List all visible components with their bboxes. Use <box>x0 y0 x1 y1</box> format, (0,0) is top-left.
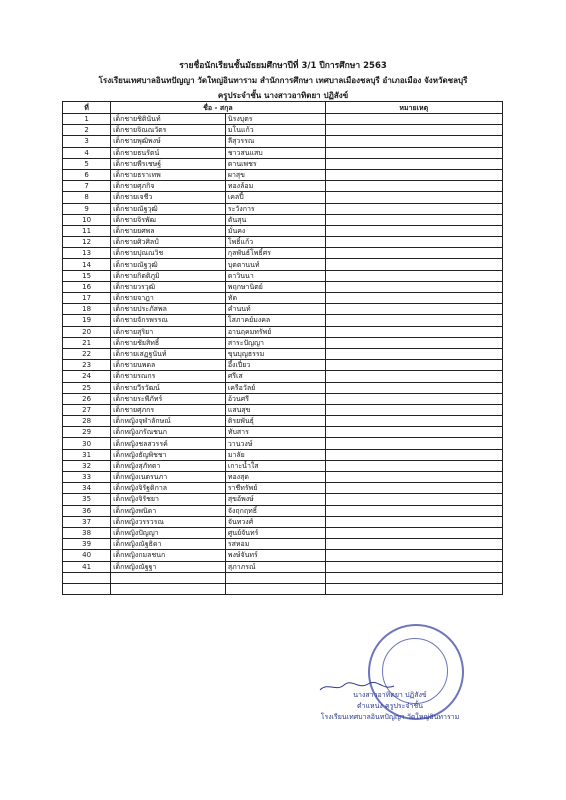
row-first-name: เด็กหญิงณัฐฐา <box>111 561 226 572</box>
row-number: 33 <box>63 472 111 483</box>
row-first-name: เด็กชายชัยสิทธิ์ <box>111 337 226 348</box>
empty-cell <box>325 572 502 583</box>
row-note <box>325 203 502 214</box>
row-first-name: เด็กชายระพีภัทร์ <box>111 393 226 404</box>
row-note <box>325 281 502 292</box>
row-note <box>325 483 502 494</box>
row-first-name: เด็กชายศิวศิลป์ <box>111 237 226 248</box>
row-last-name: จันทวงศ์ <box>225 516 325 527</box>
table-row <box>63 516 503 527</box>
table-row <box>63 281 503 292</box>
table-row <box>63 136 503 147</box>
row-number: 22 <box>63 348 111 359</box>
row-last-name: แสนสุข <box>225 404 325 415</box>
table-row <box>63 181 503 192</box>
row-number: 24 <box>63 371 111 382</box>
row-last-name: ดานเพชร <box>225 158 325 169</box>
row-first-name: เด็กหญิงภรัณชนก <box>111 427 226 438</box>
row-note <box>325 561 502 572</box>
row-number: 35 <box>63 494 111 505</box>
row-first-name: เด็กหญิงวรรวรณ <box>111 516 226 527</box>
row-note <box>325 404 502 415</box>
empty-cell <box>63 583 111 594</box>
row-last-name: เกาะน้ำใส <box>225 460 325 471</box>
row-first-name: เด็กหญิงจิรัฐติกาล <box>111 483 226 494</box>
row-first-name: เด็กชายเจชีว <box>111 192 226 203</box>
table-row <box>63 483 503 494</box>
row-note <box>325 449 502 460</box>
row-note <box>325 382 502 393</box>
table-row <box>63 449 503 460</box>
row-note <box>325 270 502 281</box>
row-last-name: ทองล้อม <box>225 181 325 192</box>
row-last-name: สุภาภรณ์ <box>225 561 325 572</box>
row-number: 30 <box>63 438 111 449</box>
row-number: 4 <box>63 147 111 158</box>
row-last-name: ทับสาร <box>225 427 325 438</box>
row-note <box>325 158 502 169</box>
table-row <box>63 550 503 561</box>
table-row <box>63 214 503 225</box>
row-first-name: เด็กชายเสฏฐนันท์ <box>111 348 226 359</box>
row-first-name: เด็กชายณัฐวุฒิ <box>111 259 226 270</box>
row-first-name: เด็กชายปุณณวิช <box>111 248 226 259</box>
row-note <box>325 315 502 326</box>
row-note <box>325 225 502 236</box>
empty-cell <box>325 583 502 594</box>
row-number: 9 <box>63 203 111 214</box>
row-last-name: เคลปี้ <box>225 192 325 203</box>
table-row <box>63 527 503 538</box>
row-note <box>325 393 502 404</box>
row-last-name: รสหอม <box>225 539 325 550</box>
row-first-name: เด็กชายวีรวัฒน์ <box>111 382 226 393</box>
row-last-name: ทองสุด <box>225 472 325 483</box>
row-first-name: เด็กชายจิรพัฒ <box>111 214 226 225</box>
row-first-name: เด็กชายพุฒิพงษ์ <box>111 136 226 147</box>
row-note <box>325 214 502 225</box>
row-note <box>325 527 502 538</box>
row-last-name: ศรีเส <box>225 371 325 382</box>
row-last-name: กุลพันธ์โพธิ์ศร <box>225 248 325 259</box>
row-note <box>325 505 502 516</box>
row-number: 12 <box>63 237 111 248</box>
row-last-name: มั่นคง <box>225 225 325 236</box>
table-row <box>63 371 503 382</box>
table-row <box>63 315 503 326</box>
row-last-name: โพธิ์แก้ว <box>225 237 325 248</box>
table-row <box>63 203 503 214</box>
table-row <box>63 158 503 169</box>
row-number: 41 <box>63 561 111 572</box>
row-number: 6 <box>63 169 111 180</box>
table-row <box>63 192 503 203</box>
row-last-name: สุขอ้พงษ์ <box>225 494 325 505</box>
row-note <box>325 472 502 483</box>
row-number: 17 <box>63 293 111 304</box>
row-first-name: เด็กชายณัฐวุฒิ <box>111 203 226 214</box>
row-number: 34 <box>63 483 111 494</box>
row-last-name: ศูนย์จันทร์ <box>225 527 325 538</box>
header-name: ชื่อ - สกุล <box>111 102 325 114</box>
row-note <box>325 125 502 136</box>
row-last-name: อึ้งเปี่ยว <box>225 360 325 371</box>
row-first-name: เด็กหญิงพนิดา <box>111 505 226 516</box>
table-row <box>63 561 503 572</box>
row-last-name: บุตตานนท์ <box>225 259 325 270</box>
table-header-row <box>63 102 503 114</box>
row-number: 25 <box>63 382 111 393</box>
row-number: 28 <box>63 416 111 427</box>
table-row <box>63 460 503 471</box>
table-row-empty <box>63 583 503 594</box>
row-first-name: เด็กชายศุภกิจ <box>111 181 226 192</box>
row-note <box>325 416 502 427</box>
row-last-name: คำนนท์ <box>225 304 325 315</box>
row-last-name: พงษ์จันทร์ <box>225 550 325 561</box>
row-number: 5 <box>63 158 111 169</box>
row-note <box>325 259 502 270</box>
row-note <box>325 460 502 471</box>
row-note <box>325 438 502 449</box>
row-note <box>325 192 502 203</box>
table-row <box>63 147 503 158</box>
signer-name: นางสาวอาทิตยา ปฏิสังข์ <box>353 691 427 699</box>
table-row-empty <box>63 572 503 583</box>
row-last-name: ระวังการ <box>225 203 325 214</box>
row-first-name: เด็กชายกิตติภูมิ <box>111 270 226 281</box>
row-note <box>325 248 502 259</box>
table-row <box>63 326 503 337</box>
student-roster-table <box>62 101 503 595</box>
signer-school: โรงเรียนเทศบาลอินทปัญญา วัดใหญ่อินทาราม <box>320 713 460 721</box>
row-first-name: เด็กชายจักรพรรณ <box>111 315 226 326</box>
row-last-name: โสภาคย์มงคล <box>225 315 325 326</box>
row-note <box>325 427 502 438</box>
table-row <box>63 248 503 259</box>
row-last-name: ชาวสนแสบ <box>225 147 325 158</box>
row-first-name: เด็กหญิงปัญญา <box>111 527 226 538</box>
row-note <box>325 304 502 315</box>
row-number: 13 <box>63 248 111 259</box>
table-row <box>63 114 503 125</box>
table-row <box>63 382 503 393</box>
row-note <box>325 516 502 527</box>
header-number: ที่ <box>63 102 111 114</box>
row-last-name: จังฤกฤทธิ์ <box>225 505 325 516</box>
row-note <box>325 494 502 505</box>
table-row <box>63 505 503 516</box>
row-note <box>325 147 502 158</box>
signer-position: ตำแหน่ง ครูประจำชั้น <box>356 702 423 710</box>
row-first-name: เด็กหญิงชลสวรรค์ <box>111 438 226 449</box>
row-number: 14 <box>63 259 111 270</box>
empty-cell <box>63 572 111 583</box>
row-first-name: เด็กหญิงจิรัชยา <box>111 494 226 505</box>
table-row <box>63 237 503 248</box>
row-last-name: ดาวินนา <box>225 270 325 281</box>
row-first-name: เด็กชายวรวุฒิ <box>111 281 226 292</box>
row-last-name: ทัด <box>225 293 325 304</box>
row-number: 1 <box>63 114 111 125</box>
empty-cell <box>225 583 325 594</box>
row-number: 40 <box>63 550 111 561</box>
row-last-name: อานฤคมทรัพย์ <box>225 326 325 337</box>
row-last-name: ราชีทรัพย์ <box>225 483 325 494</box>
row-number: 18 <box>63 304 111 315</box>
row-note <box>325 337 502 348</box>
row-number: 37 <box>63 516 111 527</box>
row-last-name: ผาสุข <box>225 169 325 180</box>
table-row <box>63 472 503 483</box>
row-first-name: เด็กชายนพดล <box>111 360 226 371</box>
row-number: 27 <box>63 404 111 415</box>
table-row <box>63 404 503 415</box>
table-row <box>63 270 503 281</box>
row-note <box>325 293 502 304</box>
table-row <box>63 225 503 236</box>
row-first-name: เด็กหญิงสุภัทตา <box>111 460 226 471</box>
row-first-name: เด็กชายธราเทพ <box>111 169 226 180</box>
row-first-name: เด็กหญิงจุฬาลักษณ์ <box>111 416 226 427</box>
signature-block <box>270 690 510 723</box>
row-number: 16 <box>63 281 111 292</box>
row-first-name: เด็กหญิงกมลชนก <box>111 550 226 561</box>
row-note <box>325 360 502 371</box>
row-number: 23 <box>63 360 111 371</box>
row-last-name: สาระปัญญา <box>225 337 325 348</box>
row-number: 29 <box>63 427 111 438</box>
row-number: 20 <box>63 326 111 337</box>
row-note <box>325 371 502 382</box>
row-first-name: เด็กชายธนรัตน์ <box>111 147 226 158</box>
row-number: 2 <box>63 125 111 136</box>
row-first-name: เด็กหญิงธัญพิชชา <box>111 449 226 460</box>
row-first-name: เด็กชายจาฎา <box>111 293 226 304</box>
row-first-name: เด็กชายประภัสพล <box>111 304 226 315</box>
table-row <box>63 427 503 438</box>
row-first-name: เด็กชายศุภกร <box>111 404 226 415</box>
row-first-name: เด็กชายสุริยา <box>111 326 226 337</box>
empty-cell <box>111 572 226 583</box>
row-note <box>325 237 502 248</box>
row-note <box>325 348 502 359</box>
table-row <box>63 348 503 359</box>
row-note <box>325 326 502 337</box>
row-number: 10 <box>63 214 111 225</box>
table-row <box>63 438 503 449</box>
table-row <box>63 169 503 180</box>
row-number: 21 <box>63 337 111 348</box>
row-last-name: วานวงษ์ <box>225 438 325 449</box>
table-row <box>63 393 503 404</box>
table-row <box>63 337 503 348</box>
empty-cell <box>225 572 325 583</box>
row-number: 8 <box>63 192 111 203</box>
row-number: 38 <box>63 527 111 538</box>
row-last-name: ตันสุน <box>225 214 325 225</box>
row-note <box>325 181 502 192</box>
row-first-name: เด็กชายชิตินันท์ <box>111 114 226 125</box>
row-note <box>325 114 502 125</box>
row-number: 39 <box>63 539 111 550</box>
row-first-name: เด็กชายจิณณวัตร <box>111 125 226 136</box>
table-row <box>63 293 503 304</box>
homeroom-teacher-line: ครูประจำชั้น นางสาวอาทิตยา ปฏิสังข์ <box>217 91 349 100</box>
empty-cell <box>111 583 226 594</box>
row-number: 11 <box>63 225 111 236</box>
row-first-name: เด็กหญิงเนตรนภา <box>111 472 226 483</box>
row-first-name: เด็กชายพีรเชษฐ์ <box>111 158 226 169</box>
row-number: 36 <box>63 505 111 516</box>
table-row <box>63 416 503 427</box>
row-note <box>325 169 502 180</box>
row-last-name: มาลัย <box>225 449 325 460</box>
header-note: หมายเหตุ <box>325 102 502 114</box>
row-number: 7 <box>63 181 111 192</box>
table-row <box>63 539 503 550</box>
table-row <box>63 259 503 270</box>
row-number: 32 <box>63 460 111 471</box>
row-number: 31 <box>63 449 111 460</box>
table-row <box>63 360 503 371</box>
document-title: รายชื่อนักเรียนชั้นมัธยมศึกษาปีที่ 3/1 ปีการศึกษา 2563 <box>179 61 387 71</box>
school-line: โรงเรียนเทศบาลอินทปัญญา วัดใหญ่อินทาราม สำนักการศึกษา เทศบาลเมืองชลบุรี อำเภอเมือง จังหวัดชลบุรี <box>98 76 468 85</box>
row-note <box>325 136 502 147</box>
row-first-name: เด็กหญิงณัฐธิดา <box>111 539 226 550</box>
row-last-name: อ้วนศรี <box>225 393 325 404</box>
row-last-name: ติรยพันธุ์ <box>225 416 325 427</box>
row-number: 3 <box>63 136 111 147</box>
table-row <box>63 494 503 505</box>
row-number: 19 <box>63 315 111 326</box>
row-last-name: เครือวัลย์ <box>225 382 325 393</box>
roster-body <box>63 114 503 595</box>
table-row <box>63 125 503 136</box>
row-note <box>325 550 502 561</box>
row-number: 15 <box>63 270 111 281</box>
row-last-name: ลีสุวรรณ <box>225 136 325 147</box>
row-last-name: มโนแก้ว <box>225 125 325 136</box>
row-first-name: เด็กชายรณกร <box>111 371 226 382</box>
row-last-name: นิรงบุตร <box>225 114 325 125</box>
row-last-name: ขุนบุญธรรม <box>225 348 325 359</box>
row-first-name: เด็กชายยศพล <box>111 225 226 236</box>
row-note <box>325 539 502 550</box>
table-row <box>63 304 503 315</box>
row-number: 26 <box>63 393 111 404</box>
row-last-name: พฤกษานิตย์ <box>225 281 325 292</box>
